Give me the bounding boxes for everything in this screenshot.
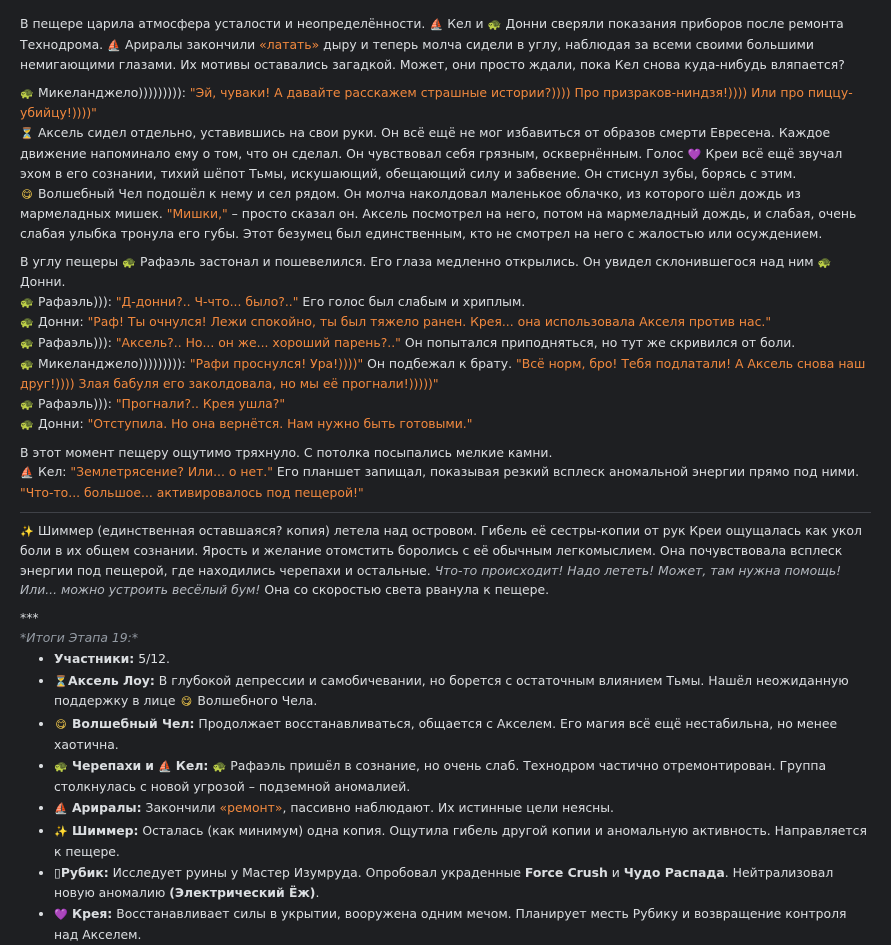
hourglass-icon: ⏳ bbox=[20, 126, 34, 140]
text: Его планшет запищал, показывая резкий всплеск аномальной энергии прямо под ними. bbox=[276, 464, 860, 480]
list-item bbox=[54, 671, 871, 712]
item-text: Закончили bbox=[145, 800, 216, 816]
paragraph-mikey-axel bbox=[20, 83, 871, 244]
ship-icon: ⛵ bbox=[54, 802, 68, 816]
text: Донни сверяли показания приборов после ремонта Технодрома. bbox=[20, 16, 844, 52]
item-text: Восстанавливает силы в укрытии, вооружена одним мечом. Планирует месть Рубику и возвращение контроля над Акселем. bbox=[54, 906, 847, 942]
speaker-name: Рафаэль))): bbox=[37, 334, 112, 350]
item-text: . Нейтрализовал новую аномалию bbox=[54, 865, 834, 900]
speaker-name: Кел: bbox=[37, 464, 67, 480]
item-label: Арирaлы: bbox=[71, 800, 142, 816]
heart-icon: 💜 bbox=[687, 147, 702, 161]
inner-thought: Что-то происходит! Надо лететь! Может, там нужна помощь! Или... можно устроить весёлый бум! bbox=[20, 562, 842, 598]
ship-icon: ⛵ bbox=[107, 38, 121, 52]
text: Он попытался приподняться, но тут же скривился от боли. bbox=[404, 334, 796, 350]
ship-icon: ⛵ bbox=[157, 760, 172, 774]
dialogue-quote: "Отступила. Но она вернётся. Нам нужно быть готовыми." bbox=[87, 416, 473, 432]
text: Волшебный Чел подошёл к нему и сел рядом. Он молча наколдовал маленькое облачко, из которого шёл дождь из мармеладных мишек. bbox=[20, 185, 801, 222]
dialogue-quote: "Мишки," bbox=[166, 206, 228, 222]
summary-list bbox=[20, 649, 871, 944]
speaker-name: Микеланджело))))))))): bbox=[37, 355, 186, 371]
list-item bbox=[54, 714, 871, 754]
speaker-name: Рафаэль))): bbox=[37, 395, 112, 411]
item-label: Шиммер: bbox=[71, 822, 139, 838]
item-label: Кел: bbox=[175, 758, 209, 774]
speaker-name: Микеланджело))))))))): bbox=[37, 84, 186, 100]
speaker-name: Донни: bbox=[37, 416, 84, 432]
turtle-icon: 🐢 bbox=[20, 357, 34, 371]
dialogue-quote: "Всё норм, бро! Тебя подлатали! А Аксель снова наш друг!)))) Злая бабуля его заколдовала, но мы её прогнали!)))))" bbox=[20, 355, 866, 392]
text: Арирaлы закончили bbox=[125, 36, 256, 52]
speaker-name: Рафаэль))): bbox=[37, 293, 112, 309]
turtle-icon: 🐢 bbox=[20, 418, 34, 432]
text: Аксель сидел отдельно, уставившись на свои руки. Он всё ещё не мог избавиться от образов смерти Евресена. Каждое движение напоминало ему о том, что он сделал. Он чувствовал себя грязным, осквернённым. Голос bbox=[20, 124, 831, 161]
item-text: Исследует руины у Мастер Изумруда. Опробовал украденные bbox=[112, 865, 521, 881]
list-item bbox=[54, 863, 871, 902]
dialogue-quote: "Что-то... большое... активировалось под пещерой!" bbox=[20, 485, 364, 501]
turtle-icon: 🐢 bbox=[122, 255, 136, 269]
item-label: Черепахи bbox=[71, 758, 142, 774]
list-item bbox=[54, 821, 871, 861]
list-item bbox=[54, 649, 871, 669]
text: – просто сказал он. Аксель посмотрел на него, потом на мармеладный дождь, и слабая, очень слабая улыбка тронула его губы. Этот безумец был единственным, кто не смотрел на него с жалостью или осуждением. bbox=[20, 206, 857, 241]
text: Кел и bbox=[447, 16, 484, 31]
missing-glyph-icon: ▯ bbox=[54, 865, 61, 881]
text: Он подбежал к брату. bbox=[367, 355, 513, 371]
highlight-text: «латать» bbox=[259, 36, 320, 52]
smile-icon: 😋 bbox=[21, 187, 33, 201]
text: Его голос был слабым и хриплым. bbox=[302, 293, 526, 309]
text: Донни. bbox=[20, 274, 66, 290]
item-text: и bbox=[611, 865, 620, 881]
item-label: Крея: bbox=[71, 906, 113, 922]
item-text: В глубокой депрессии и самобичевании, но борется с остаточным влиянием Тьмы. Нашёл неожиданную поддержку в лице bbox=[54, 672, 849, 709]
item-label: Участники: bbox=[54, 651, 135, 667]
dialogue-quote: "Аксель?.. Но... он же... хороший парень?.." bbox=[115, 334, 401, 350]
bold-text: Force Crush bbox=[524, 865, 608, 881]
text: дыру и теперь молча сидели в углу, наблюдая за всеми своими большими немигающими глазами. Их мотивы оставались загадкой. Может, они просто ждали, пока Кел снова куда-нибудь вляпается? bbox=[20, 36, 845, 73]
text: Рафаэль застонал и пошевелился. Его глаза медленно открылись. Он увидел склонившегося над ним bbox=[140, 253, 814, 269]
ship-icon: ⛵ bbox=[20, 466, 34, 480]
item-text: Продолжает восстанавливаться, общается с Акселем. Его магия всё ещё нестабильна, но менее хаотична. bbox=[54, 716, 838, 752]
highlight-text: «ремонт» bbox=[219, 800, 283, 816]
dialogue-quote: "Эй, чуваки! А давайте расскажем страшные истории?)))) Про призраков-ниндзя!)))) Или про пиццу-убийцу!))))" bbox=[20, 84, 853, 121]
bold-text: (Электрический Ёж) bbox=[169, 884, 316, 900]
item-text: Рафаэль пришёл в сознание, но очень слаб. Технодром частично отремонтирован. Группа столкнулась с новой угрозой – подземной аномалией. bbox=[54, 758, 827, 794]
smile-icon: 😋 bbox=[55, 718, 67, 731]
list-item bbox=[54, 798, 871, 819]
speaker-name: Донни: bbox=[37, 314, 84, 330]
turtle-icon: 🐢 bbox=[212, 760, 227, 774]
item-label: и bbox=[145, 758, 154, 774]
summary-title-text: Итоги Этапа 19: bbox=[26, 629, 132, 645]
turtle-icon: 🐢 bbox=[817, 255, 832, 269]
item-text: Волшебного Чела. bbox=[197, 693, 318, 709]
item-text: , пассивно наблюдают. Их истинные цели неясны. bbox=[282, 800, 614, 816]
item-text: Осталась (как минимум) одна копия. Ощутила гибель другой копии и аномальную активность. Направляется к пещере. bbox=[54, 822, 867, 859]
paragraph-intro bbox=[20, 14, 871, 75]
bold-text: Чудо Распада bbox=[623, 865, 725, 881]
text: Креи всё ещё звучал эхом в его сознании, тихий шёпот Тьмы, искушающий, обещающий силу и забвение. Он стиснул зубы, борясь с этим. bbox=[20, 145, 843, 182]
item-label: Волшебный Чел: bbox=[71, 716, 195, 731]
paragraph-shimmer bbox=[20, 521, 871, 600]
text: В пещере царила атмосфера усталости и неопределённости. bbox=[20, 16, 426, 31]
text: В этот момент пещеру ощутимо тряхнуло. С потолка посыпались мелкие камни. bbox=[20, 444, 553, 460]
turtle-icon: 🐢 bbox=[20, 397, 34, 411]
item-text: 5/12. bbox=[138, 651, 170, 667]
dialogue-quote: "Рафи проснулся! Ура!))))" bbox=[189, 355, 364, 371]
turtle-icon: 🐢 bbox=[20, 86, 34, 100]
sparkles-icon: ✨ bbox=[54, 824, 68, 838]
item-label: Рубик: bbox=[60, 865, 109, 881]
text: Шиммер (единственная оставшаяся? копия) летела над островом. Гибель её сестры-копии от рук Креи ощущалась как укол боли в их общем сознании. Ярость и желание отомстить боролись с её обычным легкомыслием. Она почувствовала всплеск энергии под пещерой, где находились черепахи и остальные. bbox=[20, 522, 862, 578]
summary-title: *Итоги Этапа 19:* bbox=[20, 629, 139, 645]
divider bbox=[20, 512, 871, 513]
smile-icon: 😋 bbox=[180, 695, 193, 709]
heart-icon: 💜 bbox=[54, 908, 68, 922]
paragraph-raph bbox=[20, 252, 871, 435]
sparkles-icon: ✨ bbox=[20, 524, 34, 538]
dialogue-quote: "Д-донни?.. Ч-что... было?.." bbox=[115, 293, 299, 309]
turtle-icon: 🐢 bbox=[20, 316, 34, 330]
item-label: Аксель Лоу: bbox=[68, 672, 155, 688]
turtle-icon: 🐢 bbox=[20, 295, 34, 309]
text: В углу пещеры bbox=[20, 253, 119, 269]
turtle-icon: 🐢 bbox=[54, 760, 68, 774]
list-item bbox=[54, 756, 871, 796]
dialogue-quote: "Раф! Ты очнулся! Лежи спокойно, ты был тяжело ранен. Крея... она использовала Акселя против нас." bbox=[87, 314, 772, 330]
section-stars: *** bbox=[20, 610, 39, 626]
paragraph-quake bbox=[20, 443, 871, 503]
hourglass-icon: ⏳ bbox=[54, 674, 68, 688]
ship-icon: ⛵ bbox=[429, 18, 444, 31]
text: Она со скоростью света рванула к пещере. bbox=[264, 582, 550, 598]
dialogue-quote: "Землетрясение? Или... о нет." bbox=[70, 464, 273, 480]
list-item bbox=[54, 904, 871, 944]
dialogue-quote: "Прогнали?.. Крея ушла?" bbox=[115, 395, 286, 411]
item-text: . bbox=[315, 884, 320, 900]
turtle-icon: 🐢 bbox=[487, 18, 502, 31]
turtle-icon: 🐢 bbox=[20, 336, 34, 350]
